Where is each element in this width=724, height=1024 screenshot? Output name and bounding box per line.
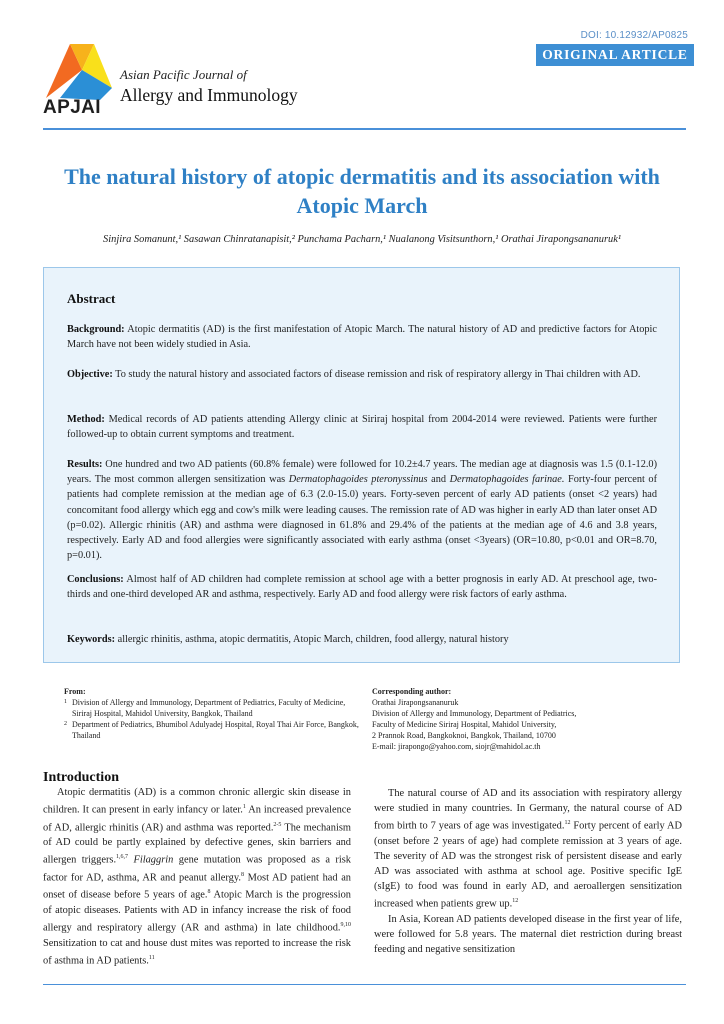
introduction-right-column: [374, 786, 682, 957]
method-label: Method:: [67, 414, 105, 425]
intro-right-text-a: The natural course of AD and its association with respiratory allergy were studied in many countries. In Germany, the natural course of AD from birth to 7 years of age was investigated.: [374, 788, 682, 832]
objective-text: To study the natural history and associated factors of disease remission and risk of respiratory allergy in Thai children with AD.: [115, 369, 641, 380]
abstract-results: [67, 457, 657, 563]
keywords-text: allergic rhinitis, asthma, atopic dermatitis, Atopic March, children, food allergy, natural history: [117, 634, 509, 645]
affiliation-2-text: Department of Pediatrics, Bhumibol Adulyadej Hospital, Royal Thai Air Force, Bangkok, Thailand: [72, 720, 359, 740]
intro-right-paragraph-2: In Asia, Korean AD patients developed disease in the first year of life, were followed for 5.8 years. The maternal diet restriction during breast feeding and negative sensitization: [374, 913, 682, 955]
keywords-label: Keywords:: [67, 634, 116, 645]
citation: 12: [512, 898, 519, 905]
background-label: Background:: [67, 324, 125, 335]
intro-right-text-b: Forty percent of early AD (onset before 2 years of age) had complete remission at 3 years of age. The severity of AD was the strongest risk of persistent disease and early AD was associated with asthma at school age. Positive specific IgE (sIgE) to food was found in early AD, and aeroallergen sensitization increased when patients grew up.: [374, 820, 683, 910]
citation: 9,10: [340, 922, 351, 929]
abstract-objective: [67, 367, 657, 382]
corresponding-address-2: Faculty of Medicine Siriraj Hospital, Mahidol University,: [372, 720, 557, 729]
introduction-heading: Introduction: [43, 770, 119, 785]
corresponding-address-1: Division of Allergy and Immunology, Department of Pediatrics,: [372, 709, 577, 718]
objective-label: Objective:: [67, 369, 113, 380]
affiliation-1-number: 1: [64, 699, 67, 705]
affiliations-heading: From:: [64, 687, 86, 696]
results-text-1: One hundred and two AD patients (60.8% female) were followed for 10.2±4.7 years. The median age at diagnosis was 1.5 (0.1-12.0) years. The most common allergen sensitization was: [67, 459, 657, 486]
method-text: Medical records of AD patients attending Allergy clinic at Siriraj hospital from 2004-2014 were reviewed. Patients were further followed-up to obtain current symptoms and treatment.: [67, 414, 657, 441]
results-species-1: Dermatophagoides pteronyssinus: [288, 474, 428, 486]
abstract-conclusions: [67, 572, 657, 602]
doi-label: DOI: 10.12932/AP0825: [580, 30, 688, 41]
citation: 11: [148, 954, 155, 961]
journal-name-line1: Asian Pacific Journal of: [120, 67, 247, 82]
intro-right-paragraph-1: [374, 786, 682, 912]
intro-text-f: Atopic March is the progression of atopic diseases. Patients with AD in infancy increase the risk of food allergy and respiratory allergy (AR and asthma) in late childhood.: [43, 889, 352, 934]
citation: 1,6,7: [116, 854, 129, 861]
corresponding-author-block: [372, 686, 672, 752]
affiliation-1: [64, 697, 364, 719]
conclusions-label: Conclusions:: [67, 574, 124, 585]
corresponding-email: E-mail: jirapongo@yahoo.com, siojr@mahidol.ac.th: [372, 742, 541, 751]
apjai-logo-text: APJAI: [43, 97, 101, 118]
abstract-heading: Abstract: [67, 291, 116, 306]
affiliation-2: [64, 719, 364, 741]
article-title: The natural history of atopic dermatitis and its association with Atopic March: [64, 164, 660, 218]
footer-divider: [43, 984, 686, 985]
results-text-2: Forty-four percent of patients had complete remission at the median age of 6.3 (2.0-15.0) years. Forty-seven percent of early AD patients (onset <2 years) had concomitant food allergy which egg and cow's milk were leading causes. The remission rate of AD was higher in early AD than later onset AD (p=0.02). Allergic rhinitis (AR) and asthma were diagnosed in 61.8% and 29.4% of the patients at the median age of 4.6 and 3.8 years, respectively. Early AD and food allergies were significantly associated with early asthma (onset <3years) (OR=10.80, p<0.01 and OR=8.70, p=0.01).: [67, 474, 657, 562]
results-species-2: Dermatophagoides farinae.: [449, 474, 565, 486]
corresponding-name: Orathai Jirapongsananuruk: [372, 698, 459, 707]
header-divider: [43, 128, 686, 130]
abstract-method: [67, 412, 657, 442]
intro-text-d: gene mutation was proposed as a risk factor for AD, asthma, AR and peanut allergy.: [43, 854, 351, 884]
intro-text-a: Atopic dermatitis (AD) is a common chronic allergic skin disease in children. It can present in early infancy or later.: [43, 787, 351, 816]
citation: 2-5: [273, 821, 282, 828]
author-list: Sinjira Somanunt,¹ Sasawan Chinratanapisit,² Punchama Pacharn,¹ Nualanong Visitsunthorn,¹ Orathai Jirapongsananuruk¹: [103, 234, 621, 245]
abstract-background: [67, 322, 657, 352]
affiliation-1-text: Division of Allergy and Immunology, Department of Pediatrics, Faculty of Medicine, Siriraj Hospital, Mahidol University, Bangkok, Thailand: [72, 698, 346, 718]
journal-name-line2: Allergy and Immunology: [120, 85, 298, 105]
results-label: Results:: [67, 459, 103, 470]
affiliations-block: [64, 686, 364, 741]
citation: 1: [242, 804, 246, 811]
gene-name: Filaggrin: [133, 854, 174, 866]
citation: 8: [240, 871, 244, 878]
conclusions-text: Almost half of AD children had complete remission at school age with a better prognosis in early AD. At preschool age, two-thirds and one-third developed AR and asthma, respectively. Early AD and food allergy were risk factors of early asthma.: [67, 574, 657, 601]
corresponding-address-3: 2 Prannok Road, Bangkoknoi, Bangkok, Thailand, 10700: [372, 731, 556, 740]
article-type-badge: ORIGINAL ARTICLE: [536, 44, 694, 66]
intro-text-c: The mechanism of AD could be partly explained by defective genes, skin barriers and allergen triggers.: [43, 822, 351, 866]
corresponding-heading: Corresponding author:: [372, 687, 452, 696]
background-text: Atopic dermatitis (AD) is the first manifestation of Atopic March. The natural history of AD and predictive factors for Atopic March have not been widely studied in Asia.: [67, 324, 657, 351]
abstract-keywords: [67, 632, 657, 647]
intro-text-g: Sensitization to cat and house dust mites was reported to increase the risk of asthma in AD patients.: [43, 937, 351, 967]
citation: 8: [207, 889, 211, 896]
affiliation-2-number: 2: [64, 721, 67, 727]
results-and: and: [431, 474, 447, 486]
intro-text-e: Most AD patient had an onset of disease before 5 years of age.: [43, 872, 352, 901]
citation: 12: [564, 820, 571, 827]
intro-text-b: An increased prevalence of AD, allergic rhinitis (AR) and asthma was reported.: [43, 804, 352, 834]
introduction-left-column: [43, 785, 351, 968]
